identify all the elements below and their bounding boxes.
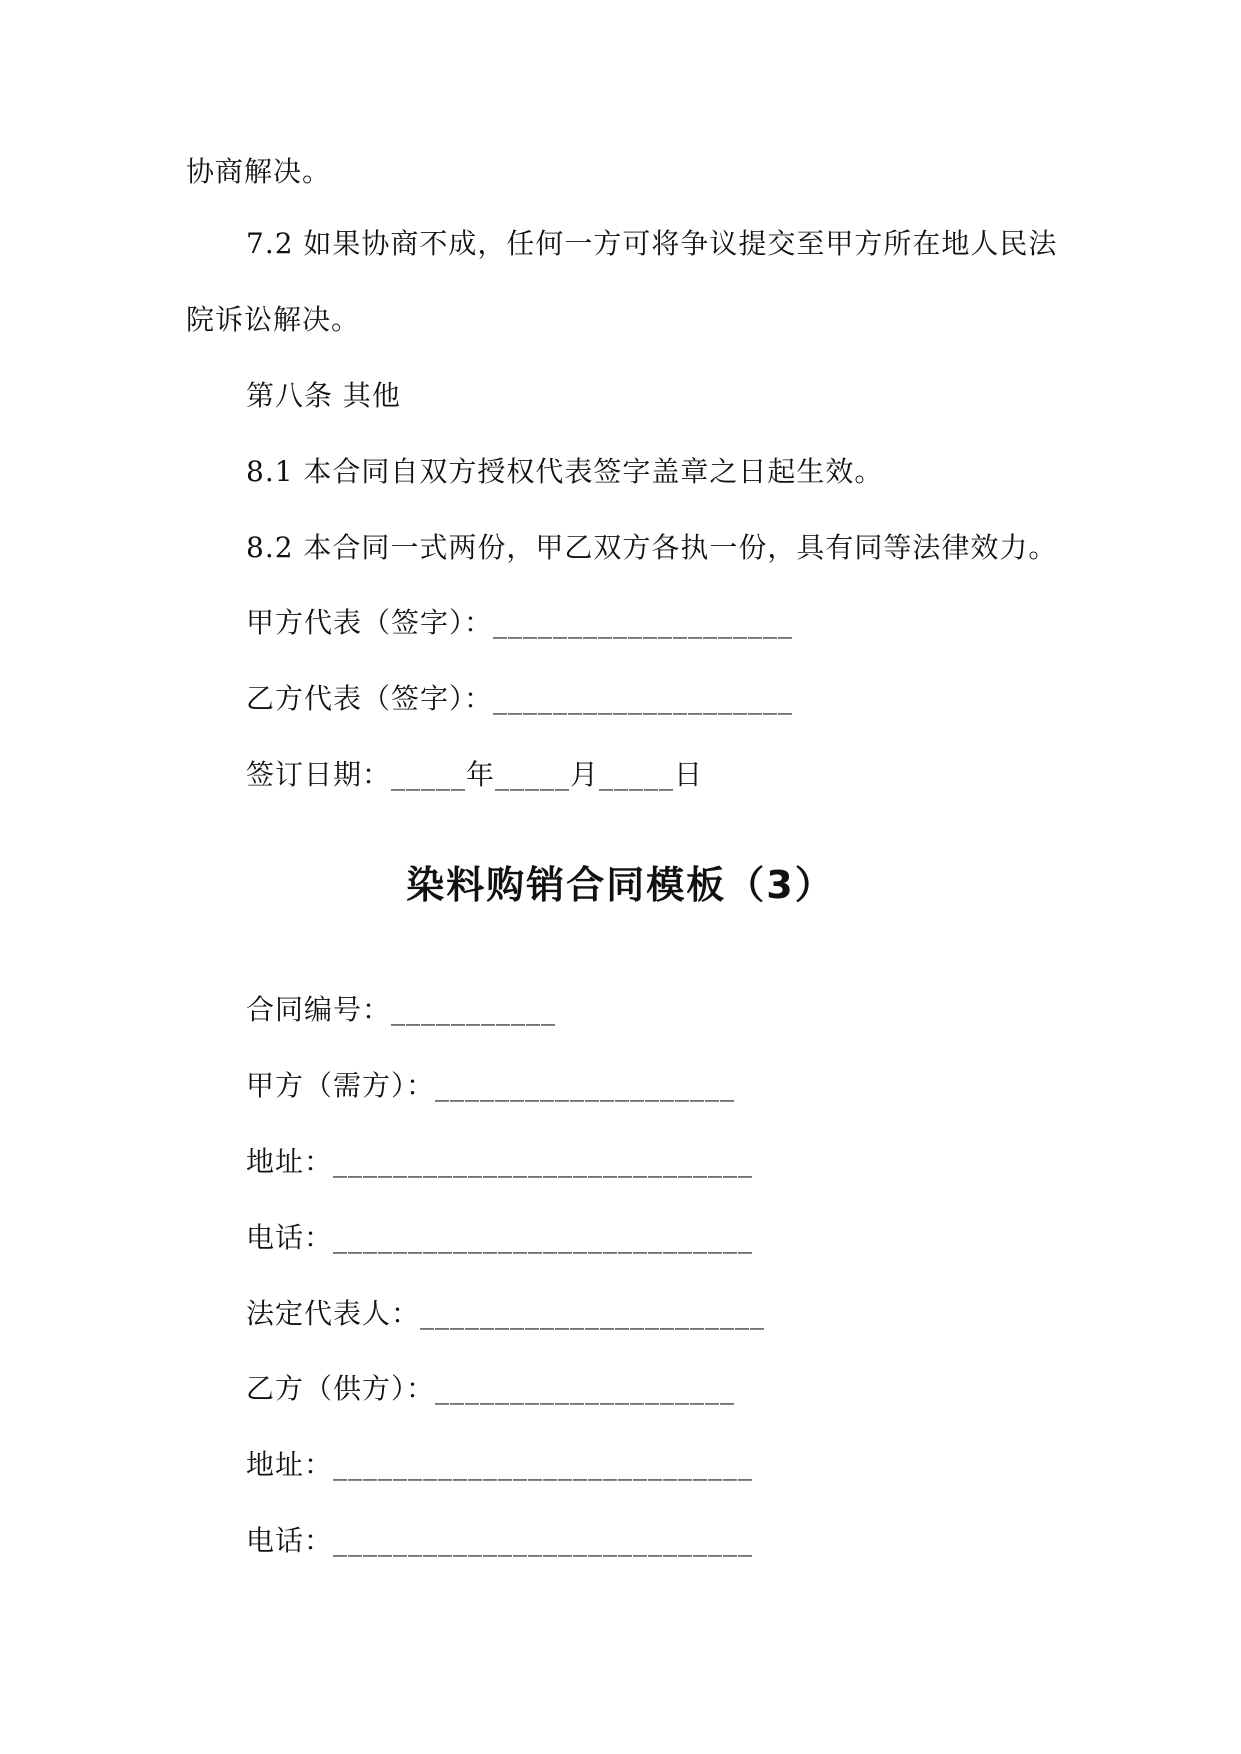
paragraph-continuation: 协商解决。 <box>186 155 332 188</box>
party-a-signature-line: 甲方代表（签字）：____________________ <box>246 606 794 639</box>
clause-7-2-line1: 7.2 如果协商不成，任何一方可将争议提交至甲方所在地人民法 <box>246 227 1058 260</box>
party-b-signature-line: 乙方代表（签字）：____________________ <box>246 682 794 715</box>
clause-7-2-line2: 院诉讼解决。 <box>186 303 361 336</box>
party-a-address-line: 地址：____________________________ <box>246 1145 754 1178</box>
clause-8-2: 8.2 本合同一式两份，甲乙双方各执一份，具有同等法律效力。 <box>246 531 1058 564</box>
party-a-phone-line: 电话：____________________________ <box>246 1221 754 1254</box>
contract-title: 染料购销合同模板（3） <box>406 863 835 907</box>
signing-date-line: 签订日期：_____年_____月_____日 <box>246 758 704 791</box>
party-b-line: 乙方（供方）：____________________ <box>246 1372 736 1405</box>
legal-representative-line: 法定代表人：_______________________ <box>246 1297 766 1330</box>
party-b-phone-line: 电话：____________________________ <box>246 1524 754 1557</box>
article-8-heading: 第八条 其他 <box>246 379 401 412</box>
contract-number-line: 合同编号：___________ <box>246 993 557 1026</box>
party-b-address-line: 地址：____________________________ <box>246 1448 754 1481</box>
party-a-line: 甲方（需方）：____________________ <box>246 1069 736 1102</box>
clause-8-1: 8.1 本合同自双方授权代表签字盖章之日起生效。 <box>246 455 884 488</box>
